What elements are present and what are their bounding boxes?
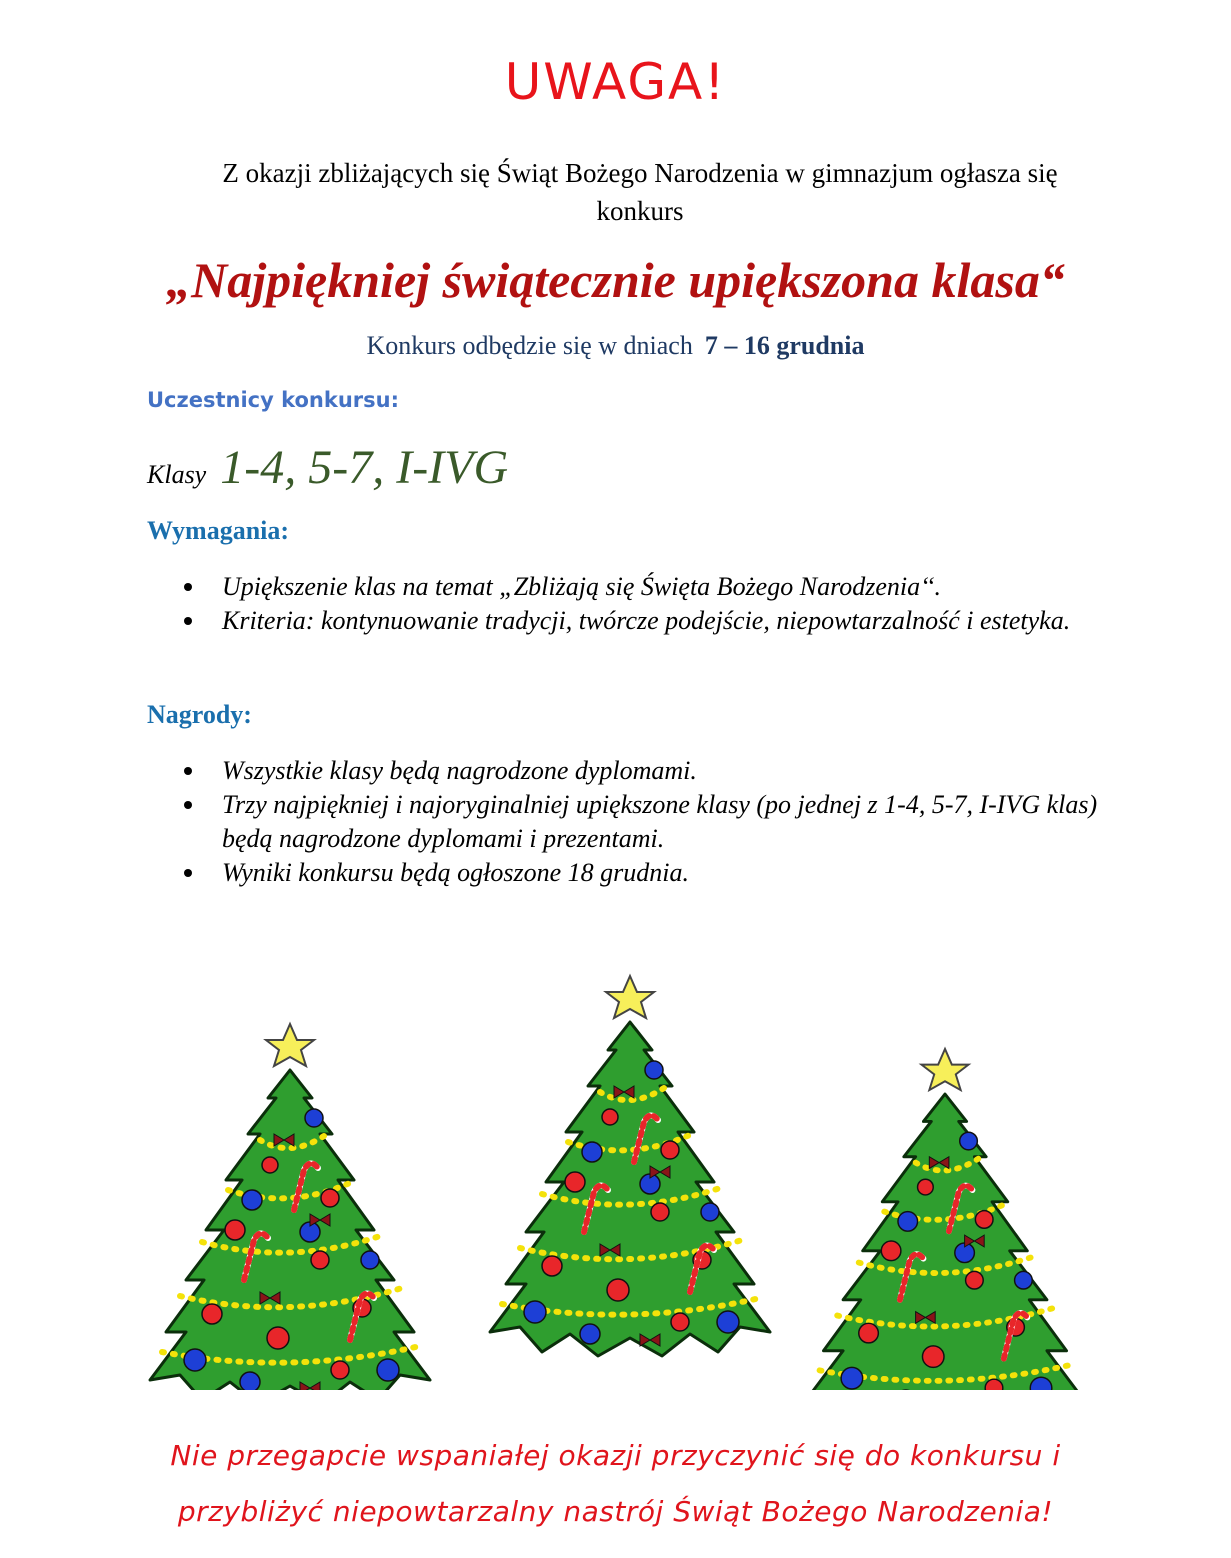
- christmas-tree-icon: [150, 1024, 430, 1390]
- page-title: UWAGA!: [504, 53, 727, 111]
- list-item: Wszystkie klasy będą nagrodzone dyplomami.: [182, 754, 1102, 788]
- closing-line-1: Nie przegapcie wspaniałej okazji przyczynić się do konkursu i: [170, 1439, 1061, 1472]
- prizes-heading: Nagrody:: [147, 700, 252, 729]
- requirements-list: [182, 570, 1102, 638]
- prizes-list: [182, 754, 1102, 890]
- closing-message: [0, 1428, 1231, 1540]
- closing-line-2: przybliżyć niepowtarzalny nastrój Świąt Bożego Narodzenia!: [177, 1495, 1054, 1528]
- contest-dates: [0, 328, 1231, 364]
- list-item: Upiększenie klas na temat „Zbliżają się Święta Bożego Narodzenia‘‘.: [182, 570, 1102, 604]
- requirements-heading: Wymagania:: [147, 516, 290, 545]
- dates-value: 7 – 16 grudnia: [704, 331, 865, 360]
- classes-value: 1-4, 5-7, I-IVG: [220, 441, 509, 494]
- christmas-trees-illustration: [0, 960, 1231, 1390]
- intro-line-1: Z okazji zbliżających się Świąt Bożego Narodzenia w gimnazjum ogłasza się: [222, 158, 1058, 188]
- participants-classes: [147, 438, 508, 509]
- christmas-tree-icon: [490, 976, 770, 1356]
- list-item: Kriteria: kontynuowanie tradycji, twórcze podejście, niepowtarzalność i estetyka.: [182, 604, 1102, 638]
- classes-label: Klasy: [147, 460, 207, 489]
- participants-heading: Uczestnicy konkursu:: [147, 388, 399, 412]
- list-item: Trzy najpiękniej i najoryginalniej upiększone klasy (po jednej z 1-4, 5-7, I-IVG klas) będą nagrodzone dyplomami i prezentami.: [182, 788, 1102, 856]
- list-item: Wyniki konkursu będą ogłoszone 18 grudnia.: [182, 856, 1102, 890]
- christmas-tree-icon: [808, 1049, 1082, 1390]
- intro-text: [180, 154, 1100, 230]
- intro-line-2: konkurs: [596, 196, 684, 226]
- contest-title: „Najpiękniej świątecznie upiększona klasa“: [166, 252, 1065, 308]
- dates-prefix: Konkurs odbędzie się w dniach: [366, 331, 693, 360]
